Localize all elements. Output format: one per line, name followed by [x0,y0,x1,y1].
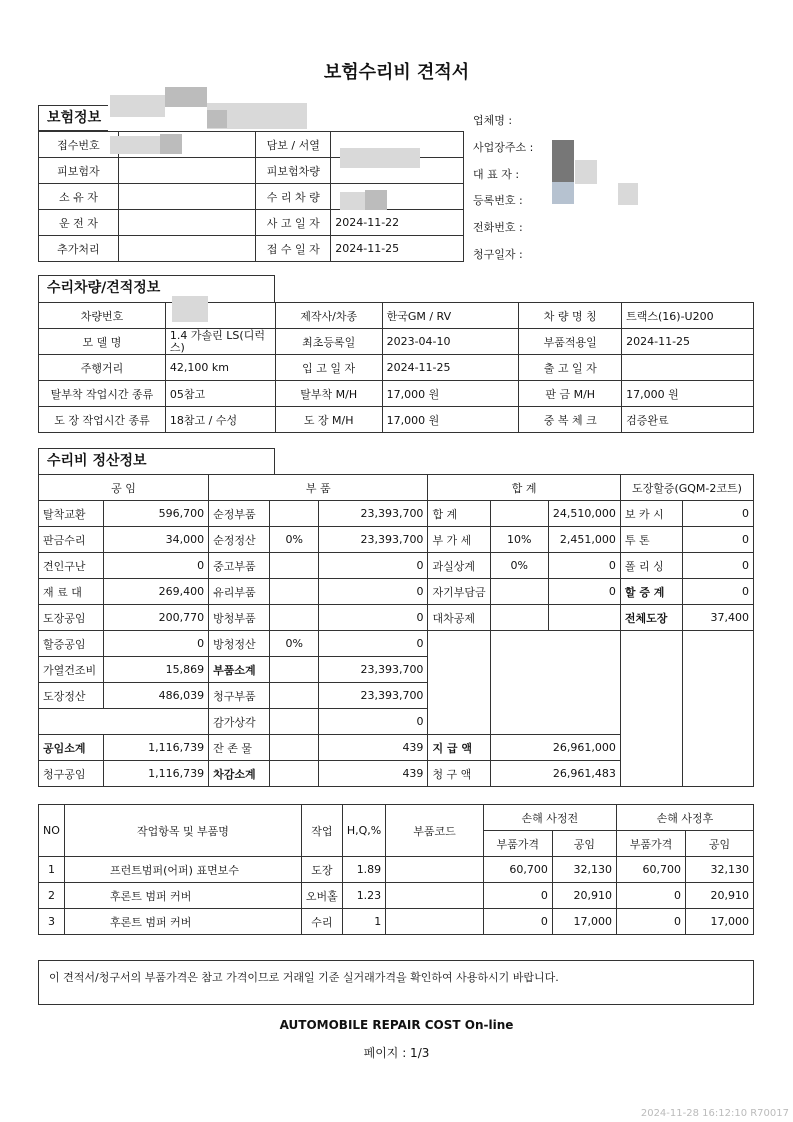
cell: 손해 사정후 [616,805,753,831]
cell: 전체도장 [620,605,682,631]
cell: 486,039 [103,683,208,709]
cell [270,501,319,527]
cell: 판 금 M/H [519,381,622,407]
table-row [39,579,754,605]
cell: 2024-11-25 [331,236,464,262]
table-row [39,883,754,909]
cell: 부 가 세 [428,527,490,553]
cell: 0 [616,883,685,909]
cell: 23,393,700 [318,501,427,527]
cell: 부품적용일 [519,329,622,355]
table-row [39,805,754,831]
cell: 피보험차량 [256,158,331,184]
cell: 부품소계 [209,657,270,683]
cell: 공임 [552,831,616,857]
table-row [39,210,464,236]
cell [270,553,319,579]
table-row [39,303,754,329]
cell [270,605,319,631]
cell: 차감소계 [209,761,270,787]
cell: 최초등록일 [275,329,382,355]
cell: 투 톤 [620,527,682,553]
cell: 공임소계 [39,735,104,761]
table-row [39,184,464,210]
cell: 60,700 [483,857,552,883]
cell: 0 [682,527,753,553]
cell [548,605,620,631]
cell: 가열건조비 [39,657,104,683]
redaction-block [552,140,574,182]
cell: 23,393,700 [318,683,427,709]
cell: 20,910 [552,883,616,909]
cell: 439 [318,761,427,787]
cell: 운 전 자 [39,210,119,236]
table-row [39,236,464,262]
redaction-block [365,190,387,210]
table-row [39,475,754,501]
table-row [39,527,754,553]
cell: 26,961,483 [490,761,620,787]
cell [270,709,319,735]
cell: 24,510,000 [548,501,620,527]
redaction-block [207,110,227,128]
cell: 0 [483,909,552,935]
redaction-block [110,136,160,154]
section-insurance-title: 보험정보 [38,105,108,131]
cell: 피보험자 [39,158,119,184]
cell: 0 [548,553,620,579]
cell: 05참고 [165,381,275,407]
redaction-block [110,95,165,117]
cell: 37,400 [682,605,753,631]
cell: 탈부착 M/H [275,381,382,407]
section-settlement-title: 수리비 정산정보 [38,448,275,474]
cell: 0 [318,579,427,605]
cell: 한국GM / RV [382,303,519,329]
cell: 합 계 [428,475,620,501]
work-items-table [38,804,754,935]
cell: 1 [39,857,65,883]
cell: 접 수 일 자 [256,236,331,262]
redaction-block [165,87,207,107]
cell: 도장 [301,857,342,883]
cell: 32,130 [686,857,754,883]
cell: 방청부품 [209,605,270,631]
cell: 18참고 / 수성 [165,407,275,433]
cell: 42,100 km [165,355,275,381]
cell: 34,000 [103,527,208,553]
cell: 60,700 [616,857,685,883]
cell: 2 [39,883,65,909]
cell: 방청정산 [209,631,270,657]
cell: 도장공임 [39,605,104,631]
cell: 596,700 [103,501,208,527]
cell: 2,451,000 [548,527,620,553]
cell: 소 유 자 [39,184,119,210]
cell: 판금수리 [39,527,104,553]
cell: 모 델 명 [39,329,166,355]
cell: 0 [682,553,753,579]
cell [118,236,255,262]
cell: 청 구 액 [428,761,490,787]
cell: 부품가격 [483,831,552,857]
cell: 439 [318,735,427,761]
cell: 0 [318,709,427,735]
company-field: 등록번호 : [473,194,523,208]
cell: 접수번호 [39,132,119,158]
cell: 수리 [301,909,342,935]
cell: 할 증 계 [620,579,682,605]
cell: 지 급 액 [428,735,490,761]
cell: 담보 / 서열 [256,132,331,158]
redaction-block [160,134,182,154]
cell: 오버홀 [301,883,342,909]
table-row [39,501,754,527]
cell [270,683,319,709]
cell [428,631,490,735]
cell: 보 카 시 [620,501,682,527]
cell: 0% [490,553,548,579]
cell: 0 [682,501,753,527]
company-field: 대 표 자 : [473,167,520,181]
cell: 0 [616,909,685,935]
cell [620,631,682,787]
cell: 200,770 [103,605,208,631]
table-row [39,407,754,433]
notice-box [38,960,754,1005]
cell: 청구부품 [209,683,270,709]
document-title: 보험수리비 견적서 [323,62,470,83]
cell: 17,000 원 [382,407,519,433]
cell [490,631,620,735]
cell: 사 고 일 자 [256,210,331,236]
cell [270,735,319,761]
cell: 1 [342,909,385,935]
cell: 2024-11-25 [622,329,754,355]
cell: 10% [490,527,548,553]
cell: 17,000 [552,909,616,935]
cell: 0 [103,631,208,657]
company-field: 사업장주소 : [473,140,534,154]
cell: 추가처리 [39,236,119,262]
cell: 자기부담금 [428,579,490,605]
table-row [39,329,754,355]
cell: 후론트 범퍼 커버 [64,909,301,935]
redaction-block [172,296,208,322]
cell: 269,400 [103,579,208,605]
cell: 할증공임 [39,631,104,657]
cell [118,210,255,236]
cell [118,158,255,184]
cell: 제작사/차종 [275,303,382,329]
cell: 23,393,700 [318,657,427,683]
cell: 잔 존 물 [209,735,270,761]
footer-page: 페이지 : 1/3 [363,1046,430,1060]
redaction-block [552,182,574,204]
cell: 17,000 원 [382,381,519,407]
cell [39,709,209,735]
cell: 중 복 체 크 [519,407,622,433]
cell: 1,116,739 [103,735,208,761]
cell: 중고부품 [209,553,270,579]
cell: 탈부착 작업시간 종류 [39,381,166,407]
cell: 작업 [301,805,342,857]
cell [490,605,548,631]
cell: 0 [103,553,208,579]
table-row [39,553,754,579]
cell [270,761,319,787]
cell: NO [39,805,65,857]
cell: 3 [39,909,65,935]
cell: 대차공제 [428,605,490,631]
cell: 합 계 [428,501,490,527]
cell: 차량번호 [39,303,166,329]
cell: 2024-11-25 [382,355,519,381]
cell: 유리부품 [209,579,270,605]
footer-brand: AUTOMOBILE REPAIR COST On-line [279,1018,514,1032]
cell: 2023-04-10 [382,329,519,355]
cell [118,184,255,210]
cell: 17,000 [686,909,754,935]
cell: 손해 사정전 [483,805,616,831]
cell [386,883,484,909]
cell: 도 장 M/H [275,407,382,433]
cell: 0 [483,883,552,909]
cell: 주행거리 [39,355,166,381]
section-vehicle-title: 수리차량/견적정보 [38,275,275,302]
cell: 0% [270,527,319,553]
cell: 1,116,739 [103,761,208,787]
cell: H,Q,% [342,805,385,857]
cell: 15,869 [103,657,208,683]
company-field: 업체명 : [473,114,513,127]
cell [682,631,753,787]
cell: 과실상계 [428,553,490,579]
cell: 청구공임 [39,761,104,787]
cell: 트랙스(16)-U200 [622,303,754,329]
cell: 도장할증(GQM-2코트) [620,475,753,501]
company-field: 전화번호 : [473,221,523,235]
cell: 32,130 [552,857,616,883]
cell: 26,961,000 [490,735,620,761]
vehicle-table [38,302,754,433]
cell: 부 품 [209,475,428,501]
redaction-block [575,160,597,184]
cell [386,909,484,935]
cell: 부품코드 [386,805,484,857]
cell: 탈착교환 [39,501,104,527]
cell: 작업항목 및 부품명 [64,805,301,857]
cell: 재 료 대 [39,579,104,605]
cell: 출 고 일 자 [519,355,622,381]
cell: 0 [318,605,427,631]
cell: 2024-11-22 [331,210,464,236]
cell [490,579,548,605]
cell: 23,393,700 [318,527,427,553]
cell [270,579,319,605]
cell: 1.23 [342,883,385,909]
table-row [39,605,754,631]
print-stamp: 2024-11-28 16:12:10 R70017 [640,1108,789,1119]
table-row [39,355,754,381]
redaction-block [618,183,638,205]
redaction-block [340,148,420,168]
cell: 프런트범퍼(어퍼) 표면보수 [64,857,301,883]
cell: 0 [682,579,753,605]
cell: 0% [270,631,319,657]
table-row [39,909,754,935]
settlement-table [38,474,754,787]
cell: 차 량 명 칭 [519,303,622,329]
cell: 공임 [686,831,754,857]
cell: 도장정산 [39,683,104,709]
cell: 1.4 가솔린 LS(디럭스) [165,329,275,355]
cell: 수 리 차 량 [256,184,331,210]
cell [270,657,319,683]
table-row [39,857,754,883]
cell: 검증완료 [622,407,754,433]
company-field: 청구일자 : [473,247,523,261]
cell: 0 [318,631,427,657]
cell: 1.89 [342,857,385,883]
cell: 견인구난 [39,553,104,579]
table-row [39,381,754,407]
cell: 20,910 [686,883,754,909]
notice-text: 이 견적서/청구서의 부품가격은 참고 가격이므로 거래일 기준 실거래가격을 확인하여 사용하시기 바랍니다. [49,971,559,984]
cell: 공 임 [39,475,209,501]
cell: 17,000 원 [622,381,754,407]
cell: 입 고 일 자 [275,355,382,381]
cell [490,501,548,527]
cell: 순정정산 [209,527,270,553]
cell: 순정부품 [209,501,270,527]
table-row [39,631,754,657]
cell: 폴 리 싱 [620,553,682,579]
cell: 0 [318,553,427,579]
cell: 부품가격 [616,831,685,857]
cell: 0 [548,579,620,605]
cell [386,857,484,883]
cell: 후론트 범퍼 커버 [64,883,301,909]
cell: 도 장 작업시간 종류 [39,407,166,433]
cell: 감가상각 [209,709,270,735]
cell [622,355,754,381]
